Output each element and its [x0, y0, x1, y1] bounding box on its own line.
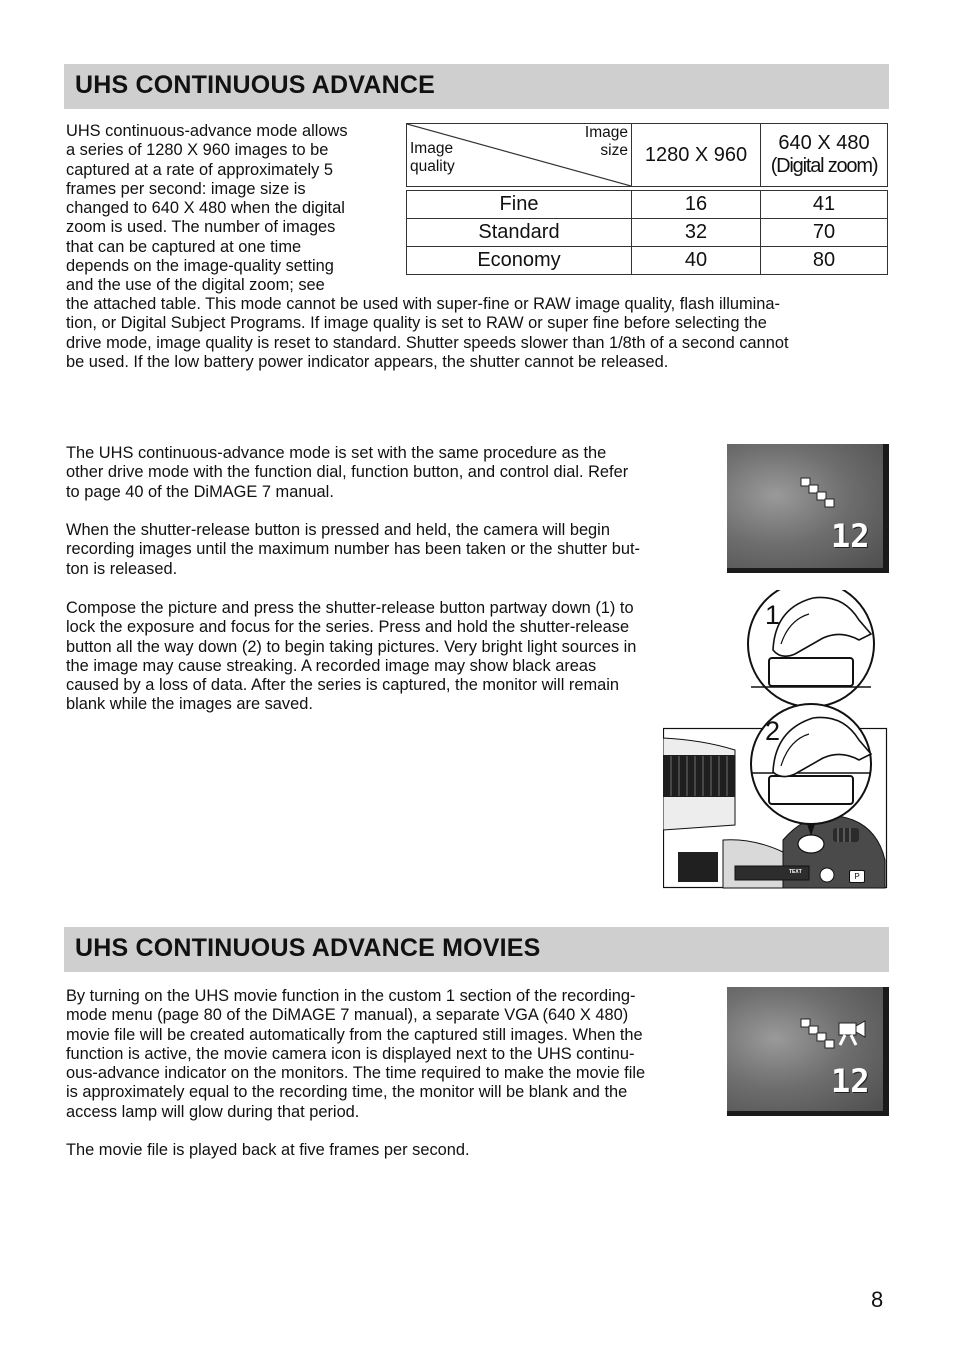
setup-paragraph: The UHS continuous-advance mode is set with the same procedure as the other drive mode with the function dial, function button, and control dial. Refer to page 40 of the DiMAGE 7 manual. [66, 444, 629, 501]
table-row: Fine 16 41 [407, 191, 888, 219]
table-corner-cell: Image size Image quality [407, 124, 632, 187]
continued-text: the attached table. This mode cannot be used with super-fine or RAW image quality, flash illumina- tion, or Digital Subject Programs. If image quality is set to RAW or super fine before selecting the drive mode, image quality is reset to standard. Shutter speeds slower than 1/8th of a second cannot be used. If the low battery power indicator appears, the shutter cannot be released. [66, 295, 789, 371]
compose-paragraph: Compose the picture and press the shutter-release button partway down (1) to lock the exposure and focus for the series. Press and hold the shutter-release button all the way down (2) to begin taking pictures. Very bright light sources in the image may cause streaking. A recorded image may show black areas caused by a loss of data. After the series is captured, the monitor will remain blank while the images are saved. [66, 599, 637, 714]
uhs-continuous-icon [799, 476, 839, 510]
mode-dial-p: P [849, 870, 865, 883]
column-header-640: 640 X 480 (Digital zoom) [761, 124, 888, 187]
shutter-release-illustration [663, 590, 889, 890]
monitor-uhs-movie-indicator-image [727, 987, 889, 1116]
table-row: Standard 32 70 [407, 219, 888, 247]
image-capacity-table [406, 123, 888, 275]
recording-paragraph: When the shutter-release button is pressed and held, the camera will begin recording images until the maximum number has been taken or the shutter but- ton is released. [66, 521, 640, 578]
section-title: UHS CONTINUOUS ADVANCE [75, 71, 435, 99]
monitor-uhs-indicator-image [727, 444, 889, 573]
frame-counter: 12 [831, 517, 870, 555]
movie-camera-icon [837, 1017, 867, 1047]
intro-text: UHS continuous-advance mode allows a series of 1280 X 960 images to be captured at a rate of approximately 5 frames per second: image size is changed to 640 X 480 when the digital zoom is used. The number of images that can be captured at one time depends on the image-quality setting and the use of the digital zoom; see [66, 122, 348, 295]
uhs-continuous-icon [799, 1017, 839, 1051]
table-row: Economy 40 80 [407, 247, 888, 275]
mode-text-label: TEXT [789, 869, 802, 875]
column-header-1280: 1280 X 960 [632, 124, 761, 187]
section-header-uhs-movies [64, 927, 889, 972]
playback-paragraph: The movie file is played back at five frames per second. [66, 1141, 470, 1159]
movie-paragraph: By turning on the UHS movie function in the custom 1 section of the recording- mode menu (page 80 of the DiMAGE 7 manual), a separate VGA (640 X 480) movie file will be created automatically from the captured still images. When the function is active, the movie camera icon is displayed next to the UHS continu- ous-advance indicator on the monitors. The time required to make the movie file is approximately equal to the recording time, the monitor will be blank and the access lamp will glow during that period. [66, 987, 646, 1121]
section-title: UHS CONTINUOUS ADVANCE MOVIES [75, 934, 541, 962]
frame-counter: 12 [831, 1062, 870, 1100]
step-label-1: 1 [765, 600, 781, 630]
page-number: 8 [871, 1287, 884, 1312]
section-header-uhs-continuous-advance [64, 64, 889, 109]
step-label-2: 2 [765, 716, 781, 746]
